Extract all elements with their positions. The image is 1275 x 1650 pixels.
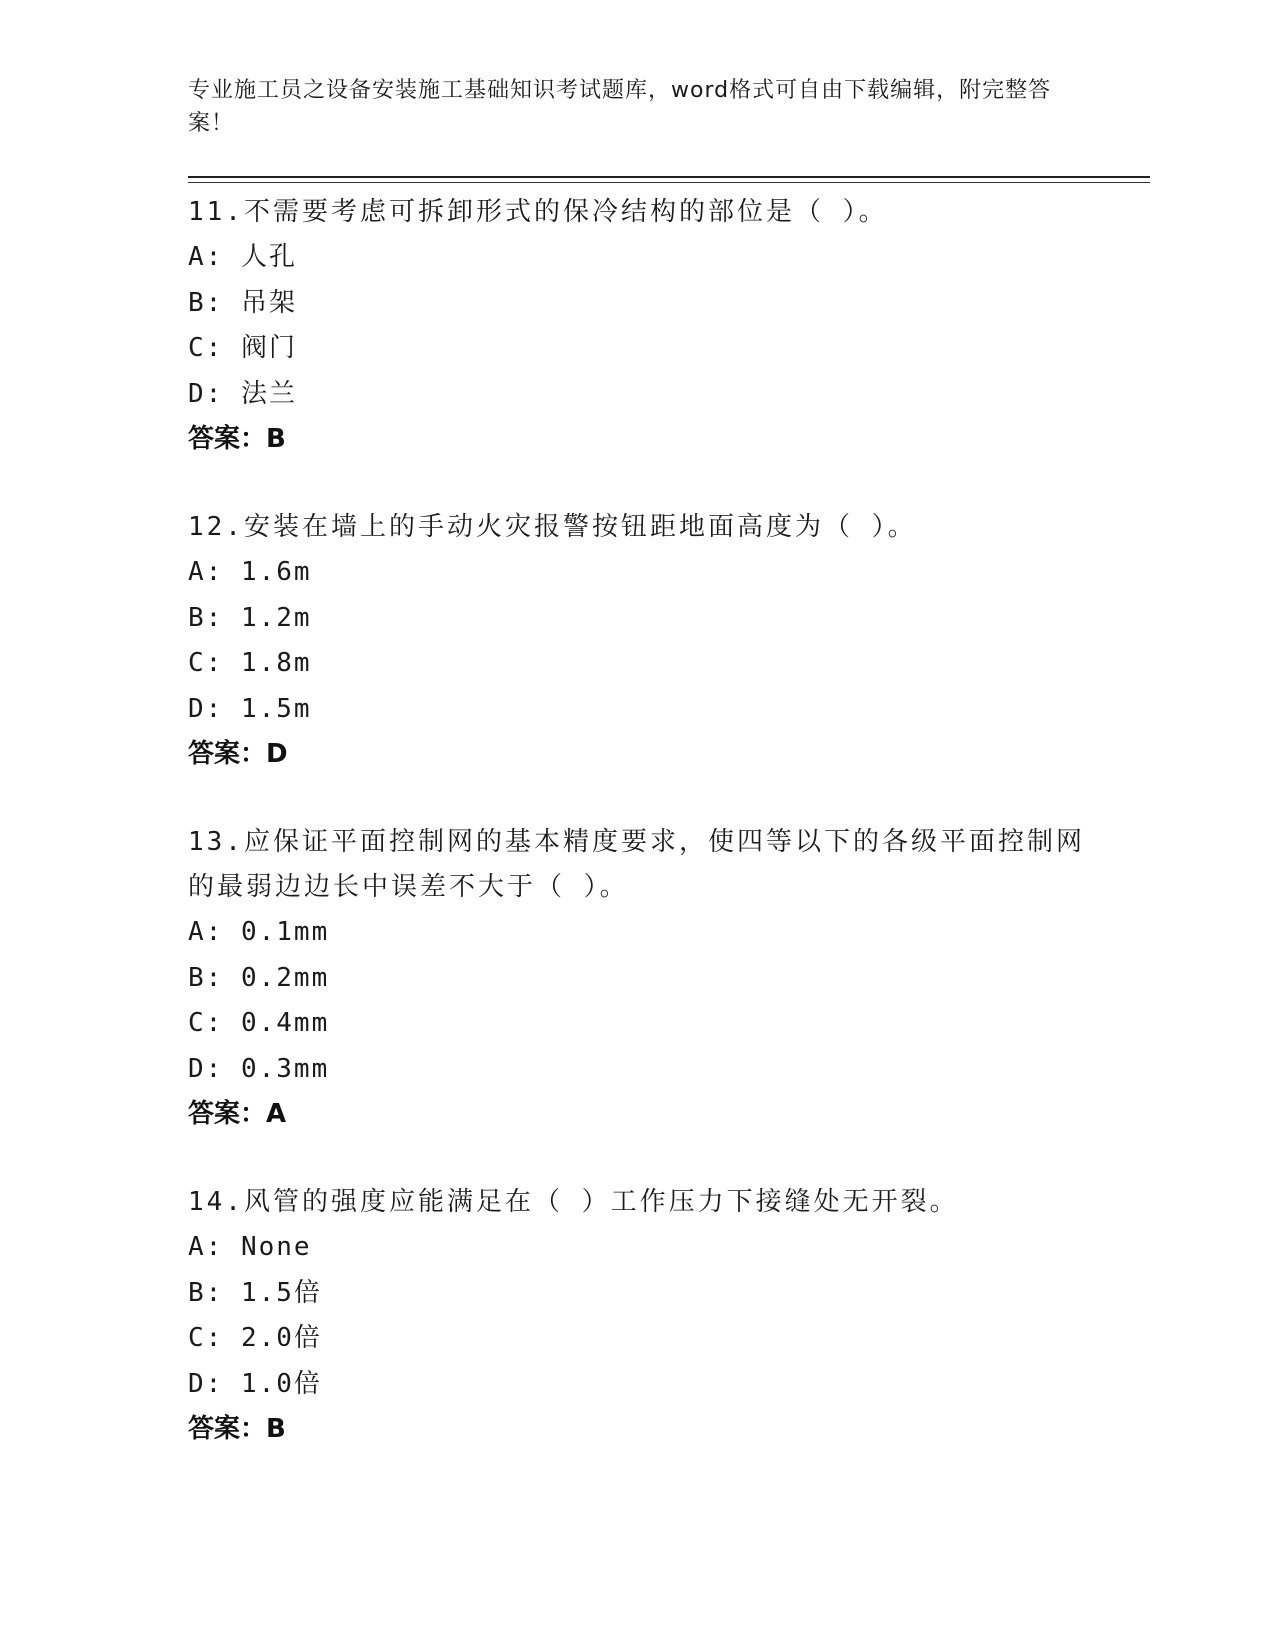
document-header: 专业施工员之设备安装施工基础知识考试题库，word格式可自由下载编辑，附完整答案！ <box>188 78 1052 136</box>
question-list <box>188 190 1088 1495</box>
option-a: A: None <box>188 1232 312 1262</box>
option-c: C: 0.4mm <box>188 1008 330 1038</box>
option-c: C: 阀门 <box>188 333 297 363</box>
option-b: B: 0.2mm <box>188 962 330 993</box>
answer-line: 答案：B <box>188 1414 286 1444</box>
question-text: 12.安装在墙上的手动火灾报警按钮距地面高度为（ ）。 <box>188 512 917 542</box>
answer-line: 答案：D <box>188 739 288 769</box>
answer-line: 答案：A <box>188 1099 287 1129</box>
question-13 <box>188 820 1088 1137</box>
question-11 <box>188 190 1088 462</box>
header-divider-thick <box>188 176 1150 178</box>
answer-line: 答案：B <box>188 424 286 454</box>
option-d: D: 0.3mm <box>188 1053 330 1084</box>
question-text: 14.风管的强度应能满足在（ ）工作压力下接缝处无开裂。 <box>188 1187 959 1217</box>
option-b: B: 1.2m <box>188 602 312 633</box>
question-14 <box>188 1180 1088 1452</box>
option-c: C: 2.0倍 <box>188 1323 322 1353</box>
option-d: D: 1.0倍 <box>188 1368 322 1399</box>
option-d: D: 法兰 <box>188 378 297 409</box>
question-text: 11.不需要考虑可拆卸形式的保冷结构的部位是（ ）。 <box>188 197 888 227</box>
option-b: B: 吊架 <box>188 287 297 318</box>
header-divider-thin <box>188 182 1150 183</box>
option-a: A: 0.1mm <box>188 917 330 947</box>
option-a: A: 人孔 <box>188 242 297 272</box>
option-c: C: 1.8m <box>188 648 312 678</box>
question-12 <box>188 505 1088 777</box>
option-d: D: 1.5m <box>188 693 312 724</box>
option-a: A: 1.6m <box>188 557 312 587</box>
question-text: 13.应保证平面控制网的基本精度要求，使四等以下的各级平面控制网的最弱边边长中误差不大于（ ）。 <box>188 827 1085 902</box>
option-b: B: 1.5倍 <box>188 1277 322 1308</box>
